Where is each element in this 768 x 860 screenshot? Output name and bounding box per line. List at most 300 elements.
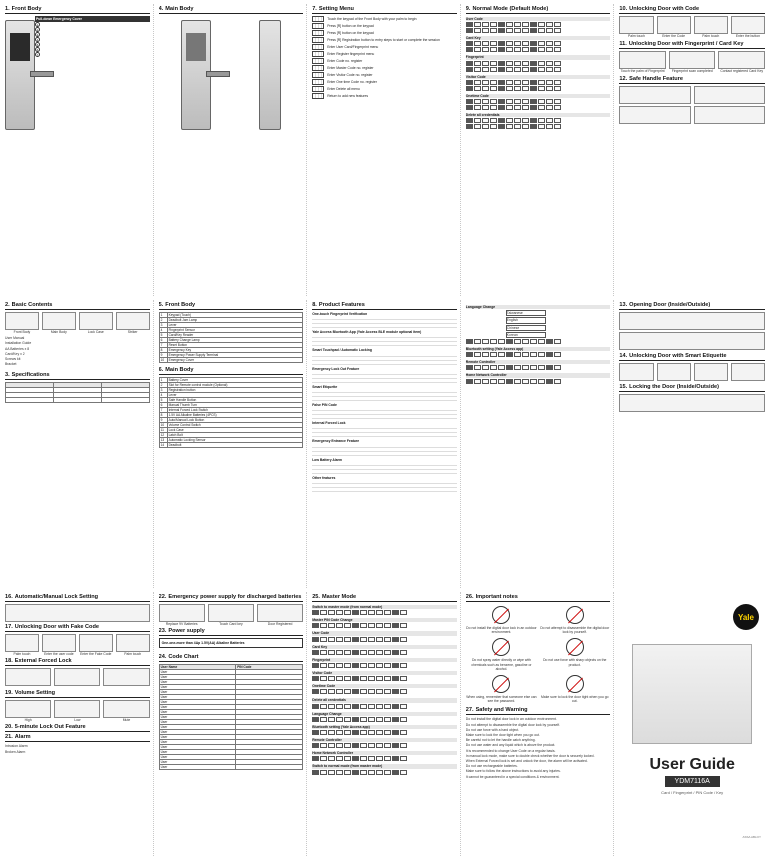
prohibited-icon xyxy=(566,638,584,656)
emergency-cover-note: Pull-down Emergency Cover xyxy=(35,16,150,22)
section-header: 14. Unlocking Door with Smart Etiquette xyxy=(619,353,765,361)
step-label: Striker xyxy=(127,330,138,334)
safety-item: Do not install the digital door lock in an outdoor environment. xyxy=(465,717,557,722)
step-label: Touch Card key xyxy=(219,622,243,626)
callout-row xyxy=(35,52,150,57)
step-picture xyxy=(159,604,205,622)
keypad-icon xyxy=(312,79,324,85)
chart-user: User xyxy=(159,760,236,765)
key-sequence xyxy=(312,743,457,748)
menu-step-label: Press [R] button on the keypad xyxy=(327,31,374,35)
menu-step-label: Touch the keypad of the Front Body with your palm to begin xyxy=(327,17,417,21)
safety-item: Do not use water and any liquid which is above the product. xyxy=(465,743,556,748)
step-picture xyxy=(718,51,765,69)
section-header: 6. Main Body xyxy=(159,367,304,375)
step-item xyxy=(116,634,150,656)
section-header: 8. Product Features xyxy=(312,302,457,310)
chart-user: User xyxy=(159,695,236,700)
feature-desc xyxy=(312,462,457,474)
step-label: Main Body xyxy=(50,330,67,334)
step-label: High xyxy=(24,718,32,723)
section-header: 15. Locking the Door (Inside/Outside) xyxy=(619,384,765,392)
menu-step xyxy=(312,93,457,99)
code-unlock-steps xyxy=(619,16,765,38)
step-picture xyxy=(103,700,149,718)
feature-title: Internal Forced Lock xyxy=(312,421,346,426)
note-text: Make sure to lock the door tight when you go out. xyxy=(540,695,609,704)
part-label: 1.5V AA Alkaline Batteries (4PCS) xyxy=(167,413,303,418)
key-sequence xyxy=(466,80,611,85)
feature-title: Emergency Entrance Feature xyxy=(312,439,360,444)
setting-heading: Remote Controller xyxy=(466,360,611,364)
content-item: Screws kit xyxy=(5,357,21,362)
callout-number: 3 xyxy=(36,33,39,38)
note-item xyxy=(466,604,537,634)
section-header: 11. Unlocking Door with Fingerprint / Card Key xyxy=(619,41,765,49)
code-chart-table xyxy=(159,664,304,770)
row-bottom xyxy=(0,592,768,856)
row-top xyxy=(0,4,768,296)
step-item xyxy=(5,700,51,722)
menu-step xyxy=(312,23,457,29)
section-header: 1. Front Body xyxy=(5,6,150,14)
chart-header: PIN Code xyxy=(236,665,303,670)
step-label: Lock Case xyxy=(87,330,104,334)
safety-item: Make sure to follow the above instructions to avoid any injuries. xyxy=(465,769,561,774)
keypad-icon xyxy=(312,37,324,43)
note-text: Do not use force with sharp objects on the product. xyxy=(543,658,607,667)
key-sequence xyxy=(466,124,611,129)
step-item xyxy=(694,16,728,38)
setting-heading: Remote Controller xyxy=(312,738,457,742)
part-label: Deadbolt Jam Lamp xyxy=(167,318,303,323)
part-label: Battery Cover xyxy=(167,378,303,383)
callout-number: 4 xyxy=(36,38,39,43)
step-picture xyxy=(5,700,51,718)
menu-step xyxy=(312,37,457,43)
step-item xyxy=(103,700,149,722)
part-label: Deadbolt xyxy=(167,443,303,448)
key-sequence xyxy=(312,717,457,722)
cover-footer: ASSA ABLOY xyxy=(742,835,761,839)
part-label: Registration button xyxy=(167,388,303,393)
col-main-body xyxy=(156,4,308,296)
col-front-body xyxy=(2,4,154,296)
menu-step-label: Enter Master Code no. register xyxy=(327,66,374,70)
keypad-icon xyxy=(312,58,324,64)
step-picture xyxy=(54,700,100,718)
step-item xyxy=(54,700,100,722)
step-picture xyxy=(42,634,76,652)
content-item: AA Batteries x 8 xyxy=(5,346,30,351)
step-picture xyxy=(79,634,113,652)
mode-heading: User Code xyxy=(466,17,611,21)
emergency-power-steps xyxy=(159,604,304,626)
key-sequence xyxy=(312,676,457,681)
note-item xyxy=(539,636,610,671)
safety-item: In manual lock mode, make sure to double check whether the door is securely locked. xyxy=(465,753,595,758)
setting-heading: User Code xyxy=(312,631,457,635)
setting-heading: Fingerprint xyxy=(312,658,457,662)
step-item xyxy=(208,604,254,626)
step-item xyxy=(669,51,716,73)
feature-title: Yale Access Bluetooth App (Yale Access BLE module optional item) xyxy=(312,330,422,335)
col-emergency-power xyxy=(156,592,308,856)
part-label: Lever xyxy=(167,393,303,398)
section-header: 26. Important notes xyxy=(466,594,611,602)
safety-item: Do not attempt to disassemble the digital door lock by yourself. xyxy=(465,722,561,727)
callout-number: 1 xyxy=(36,23,39,28)
step-label: Palm touch xyxy=(627,34,645,38)
step-picture xyxy=(116,634,150,652)
section-header: 23. Power supply xyxy=(159,628,304,636)
key-sequence xyxy=(312,663,457,668)
menu-step xyxy=(312,16,457,22)
part-label: Emergency Cover xyxy=(167,358,303,363)
section-header: 27. Safety and Warning xyxy=(466,707,611,715)
key-sequence xyxy=(466,86,611,91)
keypad-icon xyxy=(312,51,324,57)
menu-step-label: Enter Visitor Code no. register xyxy=(327,73,373,77)
master-mode-list xyxy=(312,605,457,694)
feature-desc xyxy=(312,407,457,419)
keypad-icon xyxy=(312,23,324,29)
key-sequence xyxy=(466,365,611,370)
safety-item: It is recommended to change User Code on a regular basis. xyxy=(465,748,556,753)
feature-desc xyxy=(312,444,457,456)
note-item xyxy=(466,673,537,703)
prohibited-icon xyxy=(492,638,510,656)
prohibited-icon xyxy=(566,675,584,693)
menu-step-label: Press [R] Registration button to entry steps to start or complete the session xyxy=(327,38,440,42)
setting-heading: Card Key xyxy=(312,645,457,649)
menu-step xyxy=(312,44,457,50)
main-body-illustration xyxy=(181,20,211,130)
model-number: YDM7116A xyxy=(665,776,720,787)
chart-user: User xyxy=(159,680,236,685)
part-label: Fingerprint Sensor xyxy=(167,328,303,333)
step-label: Mute xyxy=(122,718,131,723)
callout-list xyxy=(35,22,150,57)
col-unlocking xyxy=(616,4,768,296)
setting-heading: Bluetooth setting (Yale Access app) xyxy=(466,347,611,351)
step-label: Enter the button xyxy=(735,34,760,38)
contents-items xyxy=(5,312,150,334)
setting-menu-list xyxy=(312,16,457,99)
step-label: Enter the user code xyxy=(44,652,74,656)
col-notes-safety xyxy=(463,592,615,856)
contents-list xyxy=(5,336,150,366)
feature-title: Other features xyxy=(312,475,336,480)
content-item: Card/Key x 2 xyxy=(5,351,25,356)
step-item xyxy=(257,604,303,626)
prohibited-icon xyxy=(566,606,584,624)
part-label: Latch Bolt xyxy=(167,433,303,438)
step-label: Touch the palm of Fingerprint xyxy=(620,69,665,74)
feature-desc xyxy=(312,371,457,383)
note-text: When using, remember that someone else can see the password. xyxy=(466,695,537,704)
chart-user: User xyxy=(159,765,236,770)
part-label: Lever xyxy=(167,323,303,328)
safety-item: Make sure to lock the door tight when you go out. xyxy=(465,733,540,738)
setting-heading: Language Change xyxy=(466,305,611,309)
mode-heading: Delete all credentials xyxy=(466,113,611,117)
prohibited-icon xyxy=(492,675,510,693)
alarm-item: Intrusion Alarm xyxy=(5,744,28,749)
key-sequence xyxy=(466,339,611,344)
part-label: Manual Thumb Turn xyxy=(167,403,303,408)
mode-heading: Onetime Code xyxy=(466,94,611,98)
key-sequence xyxy=(466,352,611,357)
part-label: Emergency Power Supply Terminal xyxy=(167,353,303,358)
section-header: 2. Basic Contents xyxy=(5,302,150,310)
feature-desc xyxy=(312,334,457,346)
step-item xyxy=(5,312,39,334)
keypad-icon xyxy=(312,44,324,50)
key-sequence xyxy=(466,67,611,72)
chart-user: User xyxy=(159,715,236,720)
features-list xyxy=(312,312,457,492)
section-header: 12. Safe Handle Feature xyxy=(619,76,765,84)
col-front-main xyxy=(156,300,308,588)
menu-step xyxy=(312,86,457,92)
note-text: Do not install the digital door lock in an outdoor environment. xyxy=(466,626,537,635)
normal-mode-list xyxy=(466,17,611,129)
step-label: Enter the Code xyxy=(662,34,686,38)
lock-case-illustration xyxy=(259,20,281,130)
settings-list xyxy=(466,305,611,384)
step-item xyxy=(718,51,765,73)
keypad-icon xyxy=(312,16,324,22)
language-option: Korean xyxy=(506,332,546,338)
part-label: Internal Forced Lock Switch xyxy=(167,408,303,413)
section-header: 4. Main Body xyxy=(159,6,304,14)
part-label: Card/Key Reader xyxy=(167,333,303,338)
step-label: Palm touch xyxy=(124,652,142,656)
mode-heading: Visitor Code xyxy=(466,75,611,79)
section-header: 10. Unlocking Door with Code xyxy=(619,6,765,14)
feature-title: Low Battery Alarm xyxy=(312,457,343,462)
product-photo xyxy=(632,644,752,744)
credentials-list xyxy=(312,698,457,774)
step-picture xyxy=(5,312,39,330)
section-header: 21. Alarm xyxy=(5,734,150,742)
step-picture xyxy=(694,16,728,34)
chart-user: User xyxy=(159,670,236,675)
col-auto-manual xyxy=(2,592,154,856)
step-picture xyxy=(42,312,76,330)
part-label: Automatic Locking Sensor xyxy=(167,438,303,443)
chart-user: User xyxy=(159,720,236,725)
key-sequence xyxy=(466,105,611,110)
menu-step-label: Enter Delete all menu xyxy=(327,87,360,91)
volume-options xyxy=(5,700,150,722)
col-cover xyxy=(616,592,768,856)
key-sequence xyxy=(466,99,611,104)
setting-heading: Visitor Code xyxy=(312,671,457,675)
battery-badge: One-one-more than 4Ap 1.5V(AA) Alkaline Batteries xyxy=(159,638,304,648)
menu-step-label: Enter Register fingerprint menu xyxy=(327,52,375,56)
step-picture xyxy=(116,312,150,330)
key-sequence xyxy=(466,22,611,27)
step-picture xyxy=(619,16,653,34)
content-item: User Manual xyxy=(5,336,25,341)
menu-step-label: Press [R] button on the keypad xyxy=(327,24,374,28)
prohibited-icon xyxy=(492,606,510,624)
note-item xyxy=(539,673,610,703)
row-middle xyxy=(0,300,768,588)
note-item xyxy=(466,636,537,671)
safety-item: Do not use rechargeable batteries. xyxy=(465,764,518,769)
step-label: Front Body xyxy=(13,330,31,334)
guide-title: User Guide xyxy=(649,756,735,773)
key-sequence xyxy=(466,28,611,33)
menu-step xyxy=(312,51,457,57)
key-sequence xyxy=(312,730,457,735)
step-item xyxy=(79,312,113,334)
step-picture xyxy=(619,51,666,69)
step-item xyxy=(731,16,765,38)
alarm-list xyxy=(5,744,150,753)
key-sequence xyxy=(466,61,611,66)
callout-number: 5 xyxy=(36,43,39,48)
feature-desc xyxy=(312,425,457,437)
chart-user: User xyxy=(159,745,236,750)
fingerprint-unlock-steps xyxy=(619,51,765,73)
menu-step xyxy=(312,30,457,36)
feature-desc xyxy=(312,316,457,328)
key-sequence xyxy=(466,47,611,52)
language-option: Taiwanese xyxy=(506,310,546,316)
section-header: 19. Volume Setting xyxy=(5,690,150,698)
setting-heading: Onetime Code xyxy=(312,684,457,688)
key-sequence xyxy=(466,379,611,384)
feature-desc xyxy=(312,389,457,401)
section-header: 9. Normal Mode (Default Mode) xyxy=(466,6,611,14)
feature-title: False PIN Code xyxy=(312,403,337,408)
feature-title: One-touch Fingerprint Verification xyxy=(312,312,368,316)
menu-step-label: Return to add new features xyxy=(327,94,369,98)
section-header: 3. Specifications xyxy=(5,372,150,380)
chart-user: User xyxy=(159,730,236,735)
section-header: 7. Setting Menu xyxy=(312,6,457,14)
note-text: Do not attempt to disassemble the digital door lock by yourself. xyxy=(540,626,610,635)
part-label: Emergency Key xyxy=(167,348,303,353)
key-sequence xyxy=(312,770,457,775)
feature-title: Smart Etiquette xyxy=(312,384,338,389)
chart-user: User xyxy=(159,740,236,745)
step-item xyxy=(619,16,653,38)
language-option: English xyxy=(506,317,546,323)
step-label: Palm touch xyxy=(13,652,31,656)
chart-user: User xyxy=(159,690,236,695)
chart-user: User xyxy=(159,735,236,740)
notes-list xyxy=(466,604,611,703)
menu-step xyxy=(312,58,457,64)
safety-item: When External Forced lock is set and unlock the door, the alarm will be activated. xyxy=(465,759,588,764)
part-label: Keypad (Touch) xyxy=(167,313,303,318)
key-sequence xyxy=(312,637,457,642)
step-item xyxy=(79,634,113,656)
callout-number: 6 xyxy=(36,48,39,53)
step-item xyxy=(42,634,76,656)
section-header: 13. Opening Door (Inside/Outside) xyxy=(619,302,765,310)
menu-step xyxy=(312,65,457,71)
col-product-features xyxy=(309,300,461,588)
chart-user: User xyxy=(159,710,236,715)
chart-user: User xyxy=(159,750,236,755)
part-label: Slot for Remote control module (Optional) xyxy=(167,383,303,388)
mode-heading: Fingerprint xyxy=(466,55,611,59)
safety-item: Do not use force with a hard object. xyxy=(465,727,520,732)
part-label: Volume Control Switch xyxy=(167,423,303,428)
keypad-icon xyxy=(312,93,324,99)
section-header: 17. Unlocking Door with Fake Code xyxy=(5,624,150,632)
key-sequence xyxy=(466,118,611,123)
menu-step-label: Enter User Card/Fingerprint menu xyxy=(327,45,379,49)
spec-table xyxy=(5,382,150,403)
step-picture xyxy=(257,604,303,622)
step-picture xyxy=(657,16,691,34)
step-picture xyxy=(208,604,254,622)
step-picture xyxy=(731,16,765,34)
section-header: 25. Master Mode xyxy=(312,594,457,602)
key-sequence xyxy=(466,41,611,46)
front-body-table: 1 Keypad (Touch) 2 Deadbolt Jam Lamp 3 Lever 4 Fingerprint Sensor 5 Card/Key Reader 6 Battery Change Lamp 7 Reset Button 8 Emergency Key 9 Emergency Power Supply Terminal 10 Emergency Cover xyxy=(159,312,304,363)
note-item xyxy=(539,604,610,634)
chart-user: User xyxy=(159,685,236,690)
step-label: Enter the Fake Code xyxy=(80,652,112,656)
keypad-icon xyxy=(312,72,324,78)
key-sequence xyxy=(312,610,457,615)
content-item: Installation Guide xyxy=(5,341,32,346)
step-item xyxy=(116,312,150,334)
setting-heading: Bluetooth setting (Yale Access app) xyxy=(312,725,457,729)
col-basic-contents xyxy=(2,300,154,588)
section-header: 5. Front Body xyxy=(159,302,304,310)
setting-heading: Master PIN Code Change xyxy=(312,618,457,622)
safety-list xyxy=(466,717,611,778)
setting-heading: Switch to normal mode (from master mode) xyxy=(312,764,457,768)
key-sequence xyxy=(312,756,457,761)
guide-subtitle: Card / Fingerprint / PIN Code / Key xyxy=(661,790,724,795)
col-language xyxy=(463,300,615,588)
chart-user: User xyxy=(159,725,236,730)
key-sequence xyxy=(312,689,457,694)
step-label: Contact registered Card Key xyxy=(720,69,764,74)
part-label: Lock Case xyxy=(167,428,303,433)
feature-title: Smart Touchpad / Automatic Locking xyxy=(312,348,372,353)
key-sequence xyxy=(312,704,457,709)
chart-user: User xyxy=(159,700,236,705)
key-sequence xyxy=(312,650,457,655)
keypad-icon xyxy=(312,65,324,71)
part-label: Battery Change Lamp xyxy=(167,338,303,343)
section-header: 22. Emergency power supply for discharged batteries xyxy=(158,594,302,600)
safety-item: It cannot be guaranteed in a special conditions & environment. xyxy=(465,774,560,779)
step-picture xyxy=(5,634,39,652)
content-item: Bracket xyxy=(5,362,17,367)
step-label: Fingerprint scan completed xyxy=(671,69,713,74)
fake-code-steps xyxy=(5,634,150,656)
chart-user: User xyxy=(159,755,236,760)
step-label: Palm touch xyxy=(702,34,720,38)
note-text: Do not spray water directly or wipe with chemicals such as benzene, gasoline or alcohol. xyxy=(471,658,532,671)
feature-title: Emergency Lock Out Feature xyxy=(312,366,360,371)
menu-step xyxy=(312,79,457,85)
step-item xyxy=(42,312,76,334)
col-master-mode xyxy=(309,592,461,856)
